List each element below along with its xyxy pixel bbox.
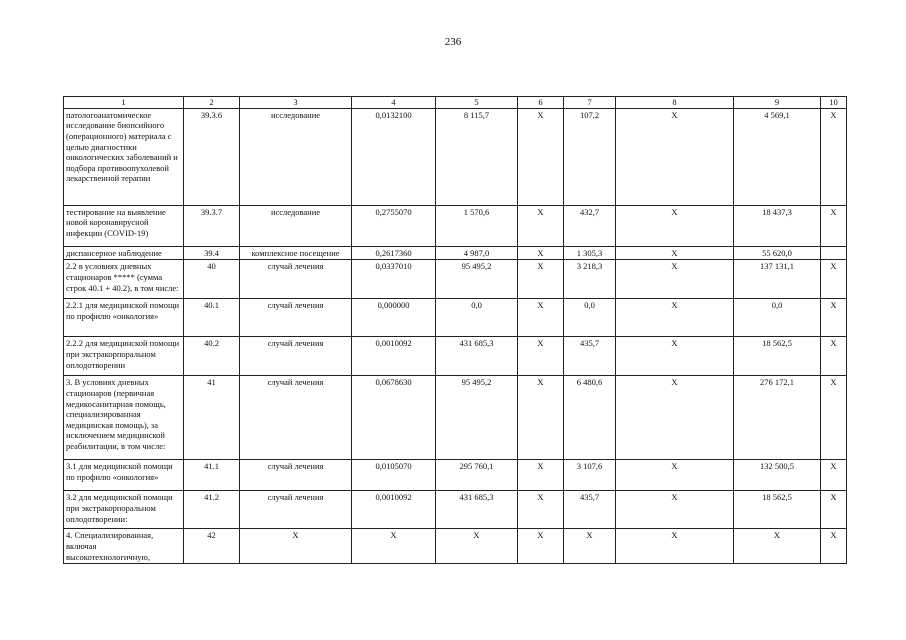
value-cell: X [734,529,821,564]
row-code-cell: 40.1 [184,299,240,337]
column-header: 3 [240,97,352,109]
value-cell: 0,0010092 [352,491,436,529]
value-cell: 431 685,3 [436,337,518,376]
value-cell: X [616,260,734,299]
value-cell: 0,000000 [352,299,436,337]
value-cell: 435,7 [564,491,616,529]
value-cell: 0,0337010 [352,260,436,299]
value-cell: X [616,376,734,460]
column-header: 9 [734,97,821,109]
value-cell: 0,0132100 [352,108,436,205]
value-cell: X [821,205,847,246]
header-row [64,97,847,109]
value-cell: X [616,529,734,564]
column-header: 2 [184,97,240,109]
value-cell: 0,2617360 [352,246,436,260]
value-cell: 55 620,0 [734,246,821,260]
value-cell: X [518,460,564,491]
value-cell: X [616,299,734,337]
value-cell: X [518,108,564,205]
value-cell: 3 107,6 [564,460,616,491]
value-cell: 18 562,5 [734,337,821,376]
unit-cell: случай лечения [240,460,352,491]
value-cell: X [616,246,734,260]
value-cell: 4 569,1 [734,108,821,205]
row-name-cell: 2.2.2 для медицинской помощи при экстракорпоральном оплодотворении [64,337,184,376]
table-row [64,246,847,260]
table-row [64,205,847,246]
row-name-cell: 3.2 для медицинской помощи при экстракорпоральном оплодотворении: [64,491,184,529]
value-cell: X [616,491,734,529]
value-cell: X [616,460,734,491]
value-cell: 0,0 [734,299,821,337]
value-cell: 295 760,1 [436,460,518,491]
column-header: 1 [64,97,184,109]
unit-cell: случай лечения [240,260,352,299]
value-cell: 0,0 [564,299,616,337]
value-cell: 0,0 [436,299,518,337]
value-cell: X [821,108,847,205]
value-cell: X [518,260,564,299]
value-cell: 132 500,5 [734,460,821,491]
value-cell [821,246,847,260]
data-table [63,96,847,564]
value-cell: X [821,337,847,376]
value-cell: 3 218,3 [564,260,616,299]
value-cell: 0,2755070 [352,205,436,246]
row-name-cell: 4. Специализированная, включая высокотехнологичную, [64,529,184,564]
value-cell: X [616,337,734,376]
value-cell: 435,7 [564,337,616,376]
value-cell: 0,0678630 [352,376,436,460]
row-name-cell: диспансерное наблюдение [64,246,184,260]
unit-cell: случай лечения [240,376,352,460]
unit-cell: случай лечения [240,337,352,376]
value-cell: 276 172,1 [734,376,821,460]
column-header: 6 [518,97,564,109]
value-cell: X [518,529,564,564]
row-code-cell: 41.2 [184,491,240,529]
table-row [64,108,847,205]
value-cell: X [352,529,436,564]
unit-cell: исследование [240,108,352,205]
row-name-cell: 2.2 в условиях дневных стационаров ***** (сумма строк 40.1 + 40.2), в том числе: [64,260,184,299]
page-number: 236 [444,36,462,48]
row-name-cell: 2.2.1 для медицинской помощи по профилю «онкология» [64,299,184,337]
value-cell: 18 437,3 [734,205,821,246]
row-code-cell: 41.1 [184,460,240,491]
row-name-cell: 3. В условиях дневных стационаров (первичная медикосанитарная помощь, специализированная медицинская помощь), за исключением медицинской реабилитации, в том числе: [64,376,184,460]
table-row [64,460,847,491]
row-name-cell: тестирование на выявление новой коронавирусной инфекции (COVID-19) [64,205,184,246]
value-cell: X [518,491,564,529]
value-cell: X [518,205,564,246]
value-cell: X [518,246,564,260]
unit-cell: комплексное посещение [240,246,352,260]
row-code-cell: 42 [184,529,240,564]
value-cell: X [821,260,847,299]
value-cell: X [436,529,518,564]
value-cell: 18 562,5 [734,491,821,529]
unit-cell: X [240,529,352,564]
row-code-cell: 39.3.7 [184,205,240,246]
unit-cell: случай лечения [240,299,352,337]
row-code-cell: 39.3.6 [184,108,240,205]
column-header: 5 [436,97,518,109]
row-name-cell: патологоанатомическое исследование биопсийного (операционного) материала с целью диагностики онкологических заболеваний и подбора противоопухолевой лекарственной терапии [64,108,184,205]
column-header: 8 [616,97,734,109]
column-header: 4 [352,97,436,109]
value-cell: X [564,529,616,564]
table-row [64,491,847,529]
value-cell: 8 115,7 [436,108,518,205]
value-cell: 1 305,3 [564,246,616,260]
table-row [64,376,847,460]
table-row [64,299,847,337]
value-cell: 6 480,6 [564,376,616,460]
column-header: 7 [564,97,616,109]
value-cell: 4 987,0 [436,246,518,260]
value-cell: 0,0105070 [352,460,436,491]
value-cell: X [616,205,734,246]
value-cell: 107,2 [564,108,616,205]
value-cell: 95 495,2 [436,260,518,299]
row-code-cell: 40 [184,260,240,299]
table-row [64,260,847,299]
value-cell: X [821,376,847,460]
value-cell: X [821,529,847,564]
value-cell: 0,0010092 [352,337,436,376]
value-cell: X [518,299,564,337]
unit-cell: исследование [240,205,352,246]
value-cell: X [821,460,847,491]
table-row [64,337,847,376]
value-cell: X [821,491,847,529]
column-header: 10 [821,97,847,109]
row-name-cell: 3.1 для медицинской помощи по профилю «онкология» [64,460,184,491]
row-code-cell: 39.4 [184,246,240,260]
value-cell: X [518,376,564,460]
row-code-cell: 41 [184,376,240,460]
value-cell: 1 570,6 [436,205,518,246]
value-cell: X [518,337,564,376]
table-row [64,529,847,564]
value-cell: 95 495,2 [436,376,518,460]
value-cell: X [821,299,847,337]
unit-cell: случай лечения [240,491,352,529]
row-code-cell: 40.2 [184,337,240,376]
value-cell: 431 685,3 [436,491,518,529]
value-cell: 432,7 [564,205,616,246]
value-cell: X [616,108,734,205]
value-cell: 137 131,1 [734,260,821,299]
